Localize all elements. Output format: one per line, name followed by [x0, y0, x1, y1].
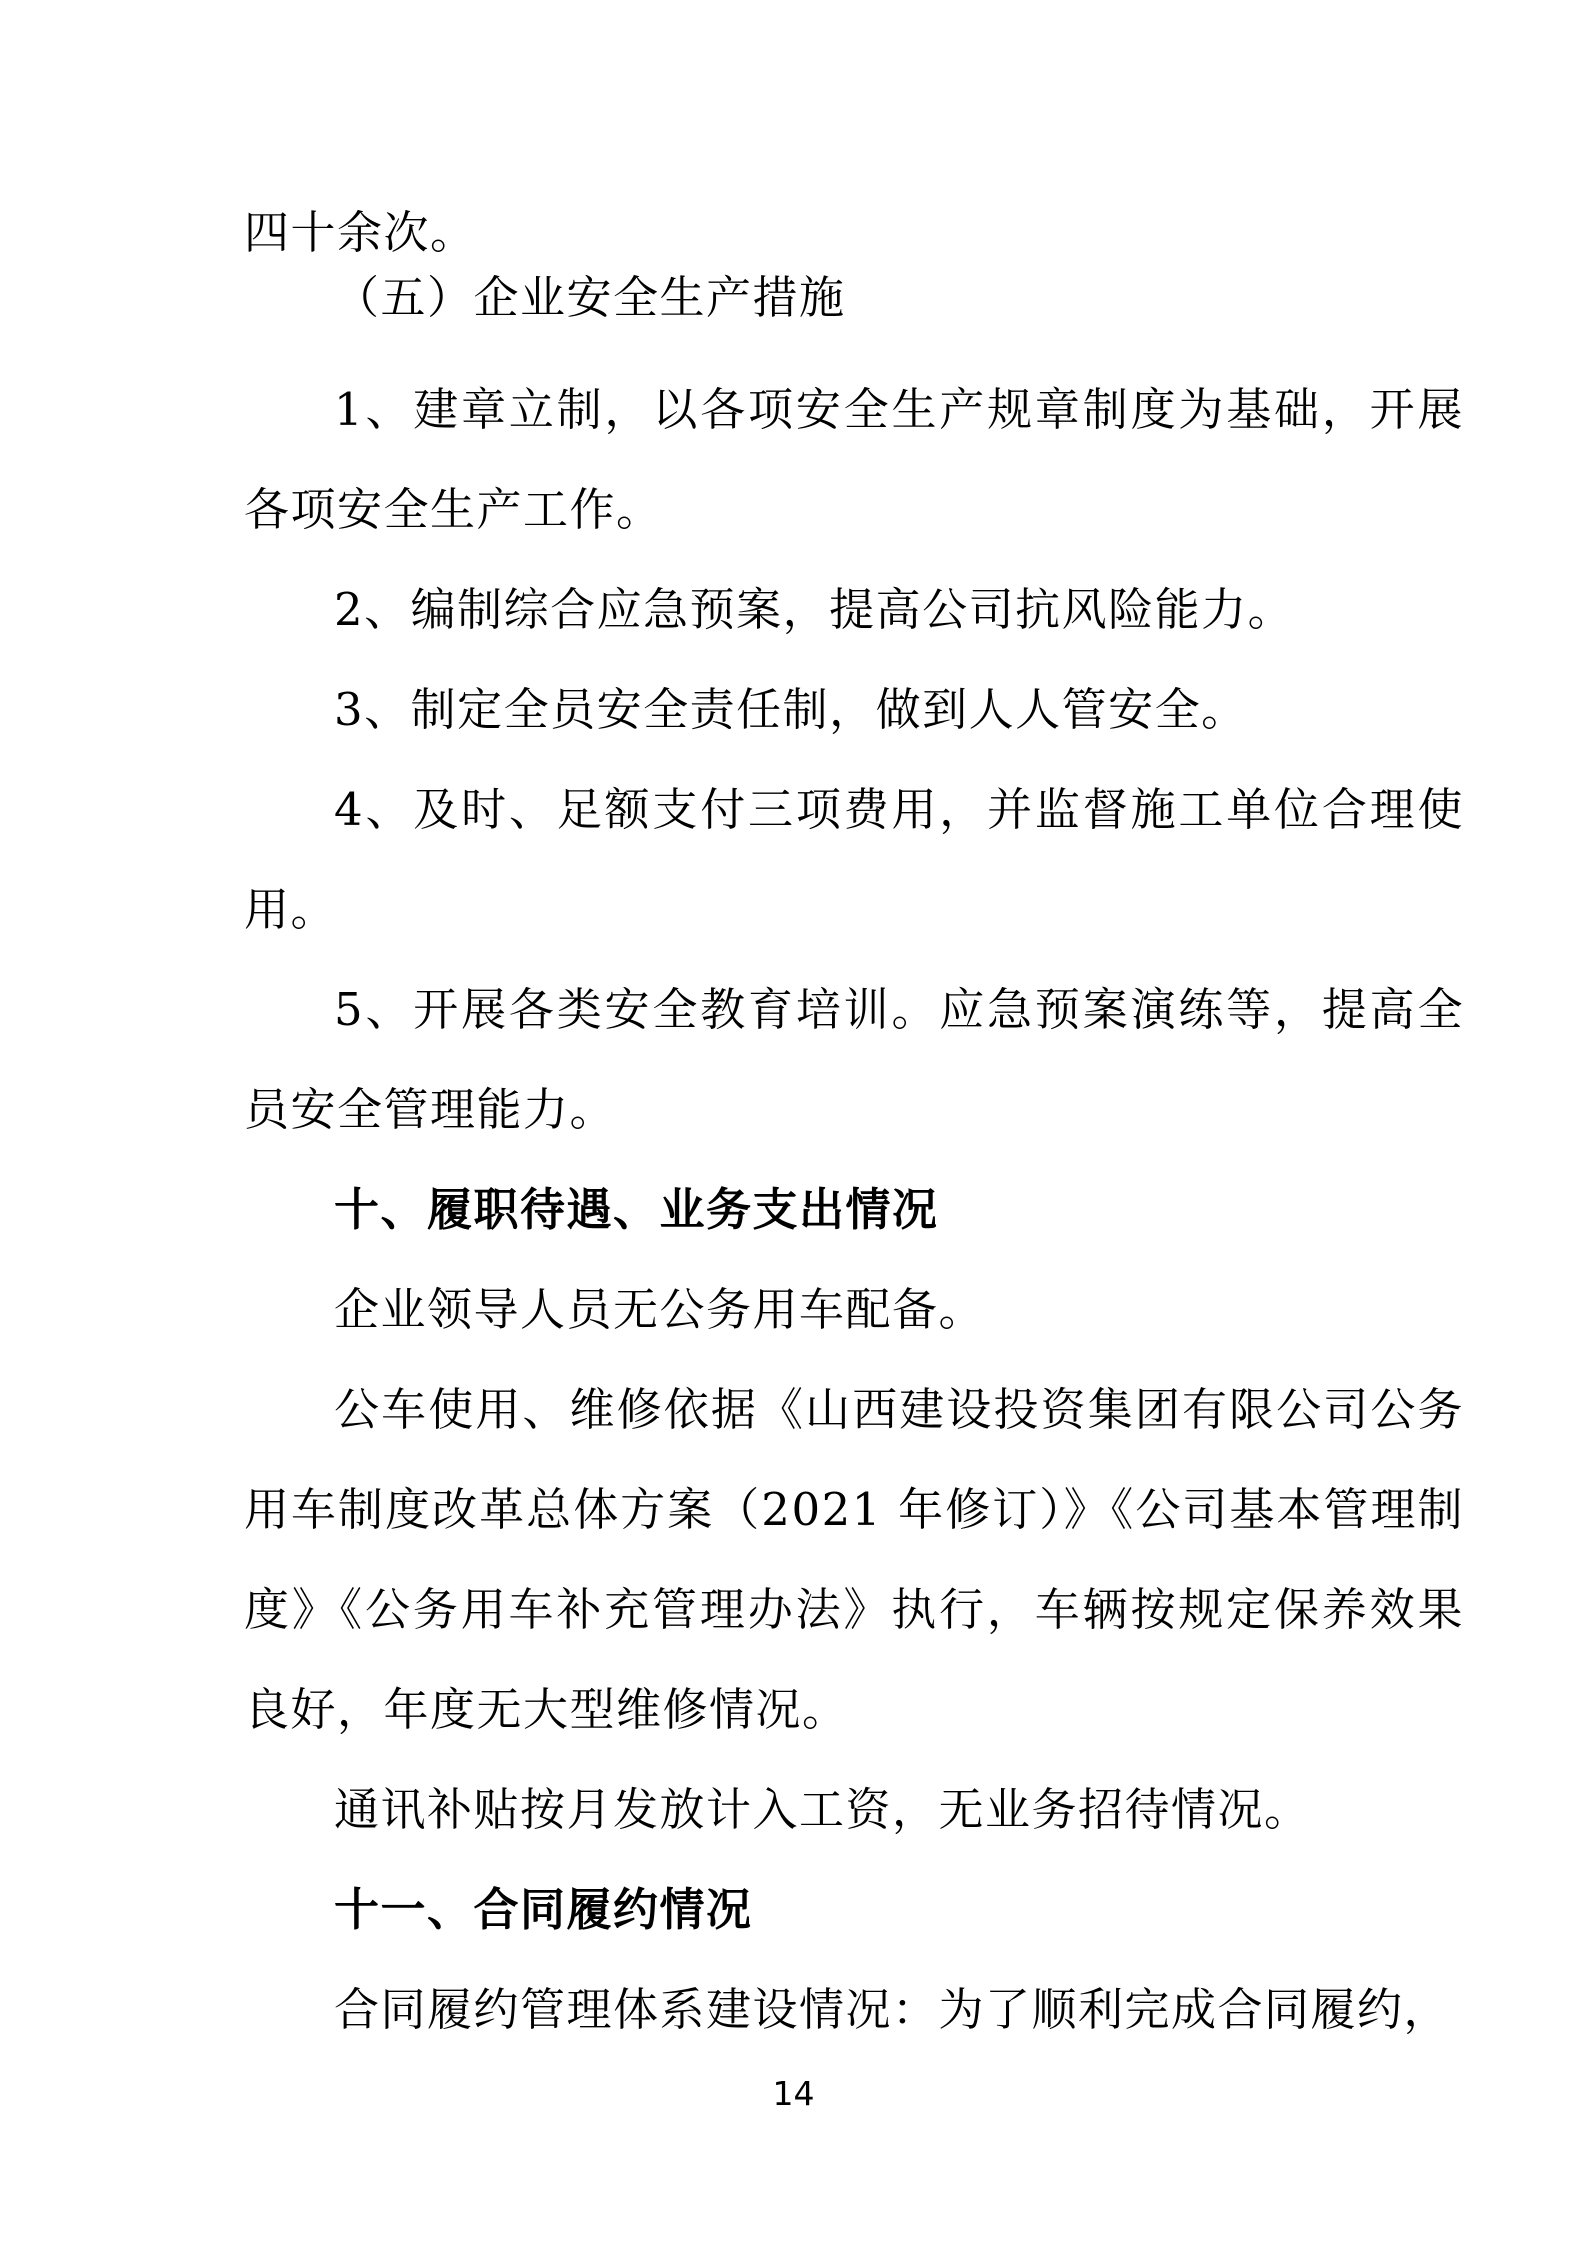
paragraph-contract: 合同履约管理体系建设情况：为了顺利完成合同履约，	[334, 1983, 1451, 2036]
section-heading-ten: 十、履职待遇、业务支出情况	[334, 1183, 939, 1236]
list-paragraph-4: 4、及时、足额支付三项费用，并监督施工单位合理使用。	[244, 783, 1464, 936]
paragraph-continuation: 四十余次。	[244, 206, 477, 259]
paragraph-allowance: 通讯补贴按月发放计入工资，无业务招待情况。	[334, 1783, 1311, 1836]
document-body	[244, 200, 1464, 2060]
section-heading-eleven: 十一、合同履约情况	[334, 1883, 753, 1936]
list-paragraph-2: 2、编制综合应急预案，提高公司抗风险能力。	[334, 583, 1295, 636]
page-number: 14	[772, 2074, 815, 2113]
paragraph-company-car: 企业领导人员无公务用车配备。	[334, 1283, 986, 1336]
list-paragraph-5: 5、开展各类安全教育培训。应急预案演练等，提高全员安全管理能力。	[244, 983, 1464, 1136]
list-paragraph-1: 1、建章立制，以各项安全生产规章制度为基础，开展各项安全生产工作。	[244, 383, 1464, 536]
subsection-heading-five: （五）企业安全生产措施	[334, 271, 846, 324]
paragraph-car-policy: 公车使用、维修依据《山西建设投资集团有限公司公务用车制度改革总体方案（2021 年修订）》《公司基本管理制度》《公务用车补充管理办法》执行，车辆按规定保养效果良好，年度无大型维修情况。	[244, 1383, 1464, 1736]
list-paragraph-3: 3、制定全员安全责任制，做到人人管安全。	[334, 683, 1248, 736]
